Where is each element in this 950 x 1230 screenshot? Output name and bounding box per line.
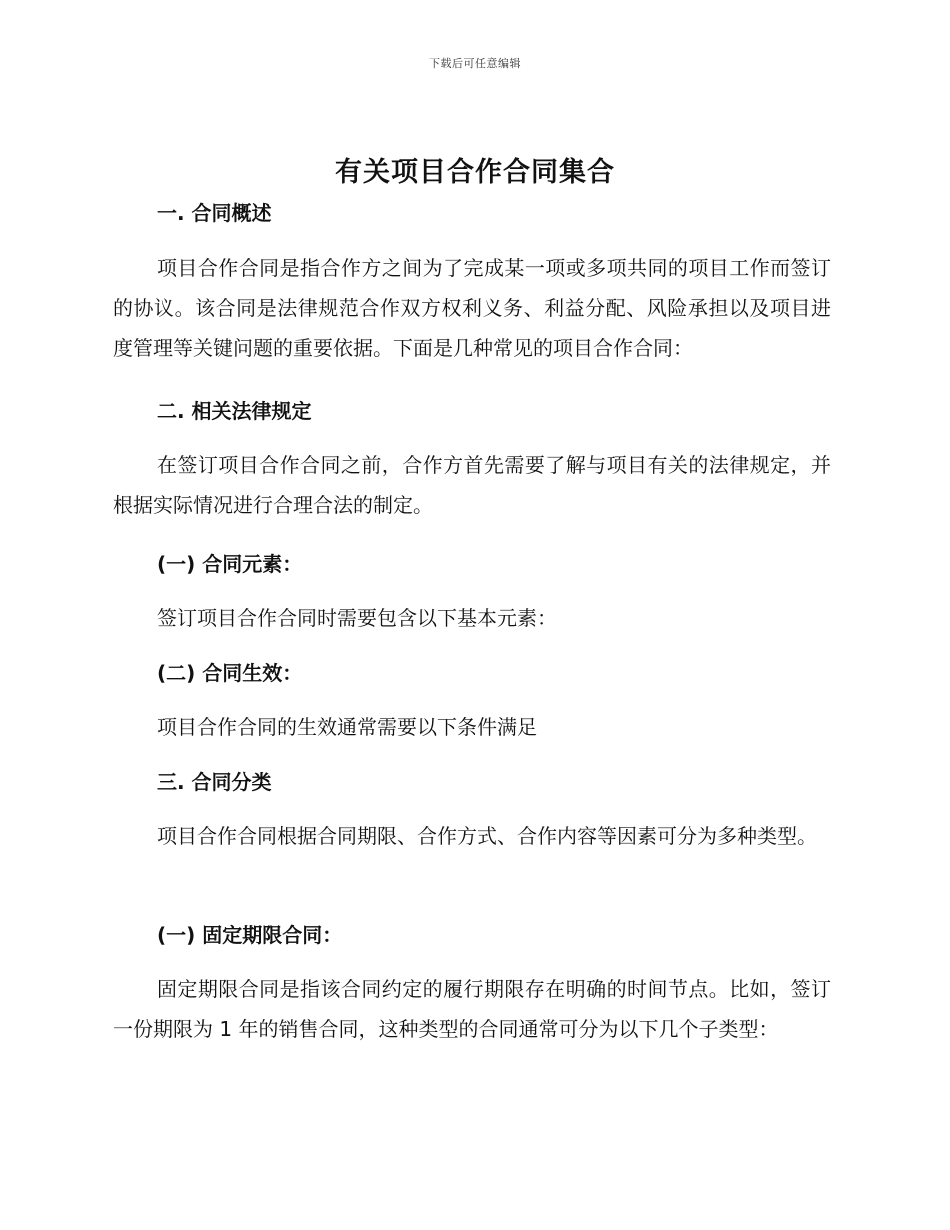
paragraph-legal: 在签订项目合作合同之前，合作方首先需要了解与项目有关的法律规定，并根据实际情况进行合理合法的制定。: [113, 453, 831, 517]
paragraph-fixed-term: 固定期限合同是指该合同约定的履行期限存在明确的时间节点。比如，签订一份期限为 1 年的销售合同，这种类型的合同通常可分为以下几个子类型：: [113, 977, 831, 1041]
section-heading-classification: 三. 合同分类: [157, 770, 272, 794]
document-title: 有关项目合作合同集合: [335, 157, 615, 188]
section-heading-overview: 一. 合同概述: [157, 201, 272, 225]
paragraph-effect: 项目合作合同的生效通常需要以下条件满足: [157, 715, 537, 739]
section-heading-legal: 二. 相关法律规定: [157, 399, 312, 423]
paragraph-overview: 项目合作合同是指合作方之间为了完成某一项或多项共同的项目工作而签订的协议。该合同是法律规范合作双方权利义务、利益分配、风险承担以及项目进度管理等关键问题的重要依据。下面是几种常见的项目合作合同：: [113, 256, 831, 360]
subsection-heading-effect: (二) 合同生效：: [157, 661, 303, 685]
subsection-heading-fixed-term: (一) 固定期限合同：: [157, 923, 343, 947]
paragraph-classification: 项目合作合同根据合同期限、合作方式、合作内容等因素可分为多种类型。: [157, 824, 817, 848]
header-note: 下载后可任意编辑: [429, 57, 521, 70]
subsection-heading-elements: (一) 合同元素：: [157, 552, 303, 576]
paragraph-elements: 签订项目合作合同时需要包含以下基本元素：: [157, 606, 557, 630]
